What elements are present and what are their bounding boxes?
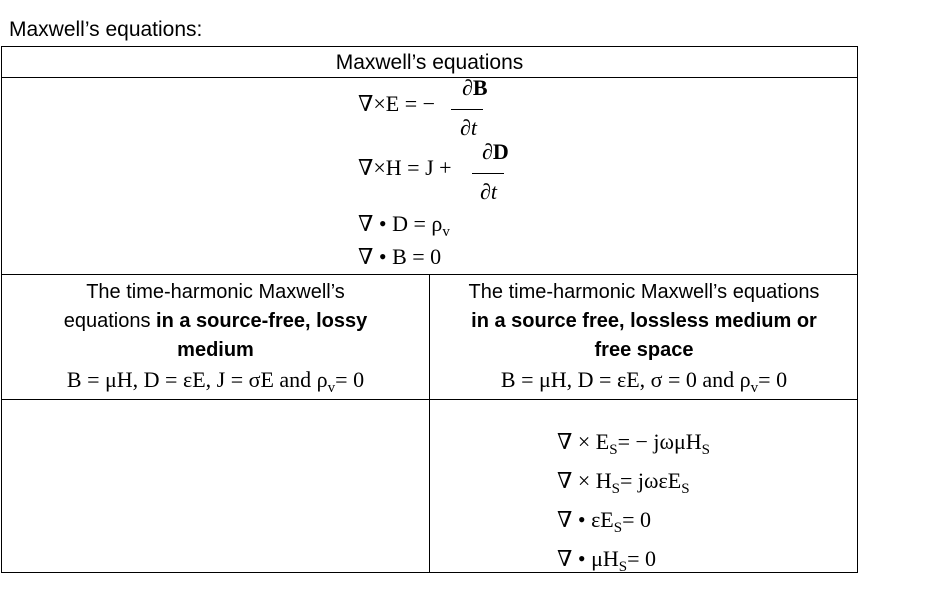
lossy-medium-header: The time-harmonic Maxwell’s equations in a source-free, lossy medium B = μH, D = εE, J = σE and $\rho_v= 0$ xyxy=(2,278,429,398)
title-row-divider xyxy=(2,77,857,78)
gauss-magnetic-law: ∇ • B = 0 xyxy=(358,244,442,269)
ampere-fraction-bar xyxy=(472,173,504,174)
time-harmonic-ampere: ∇ × $H_S= j\omega\varepsilon E_S$ xyxy=(557,468,690,497)
time-harmonic-equations xyxy=(557,424,710,580)
table-title: Maxwell’s equations xyxy=(335,51,524,74)
ampere-law-denominator: ∂t xyxy=(480,179,497,204)
lossless-medium-conditions: B = μH, D = εE, σ = 0 and $\rho_v= 0$ xyxy=(500,367,788,396)
faraday-law-lhs: ∇×E = − xyxy=(358,91,436,116)
lossy-medium-equations-cell xyxy=(2,400,429,572)
time-harmonic-gauss-magnetic: ∇ • $\mu H_S= 0$ xyxy=(557,546,657,575)
time-harmonic-faraday: ∇ × $E_S= - j\omega\mu H_S$ xyxy=(557,429,710,458)
ampere-law-lhs: ∇×H = J + xyxy=(358,155,452,180)
time-harmonic-gauss-electric: ∇ • $\varepsilon E_S= 0$ xyxy=(557,507,652,536)
gauss-electric-law: ∇ • $D = \rho_v$ xyxy=(358,211,450,240)
faraday-law-numerator: ∂B xyxy=(462,75,488,100)
page-heading: Maxwell’s equations: xyxy=(9,18,203,41)
faraday-fraction-bar xyxy=(451,109,483,110)
ampere-law-numerator: ∂D xyxy=(482,139,509,164)
lossless-medium-header: The time-harmonic Maxwell’s equations in a source free, lossless medium or free space B = μH, D = εE, σ = 0 and $\rho_v= 0$ xyxy=(430,278,858,398)
faraday-law-denominator: ∂t xyxy=(460,115,477,140)
maxwell-table xyxy=(1,46,858,573)
lossy-medium-conditions: B = μH, D = εE, J = σE and $\rho_v= 0$ xyxy=(66,367,365,396)
